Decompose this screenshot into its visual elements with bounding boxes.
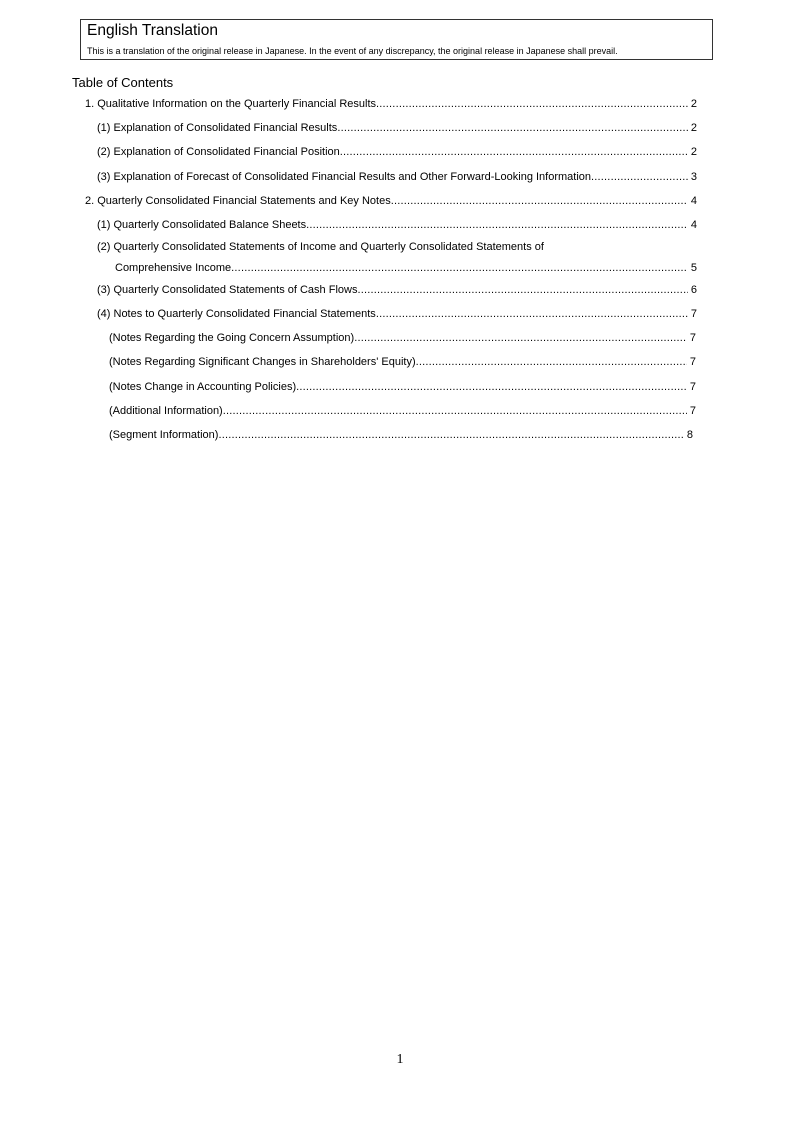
toc-entry[interactable] [97, 121, 697, 135]
toc-entry[interactable] [115, 261, 697, 275]
toc-entry-label: (Additional Information) [109, 405, 223, 417]
toc-entry-page: 7 [689, 332, 696, 344]
toc-entry[interactable] [97, 170, 697, 184]
toc-entry[interactable] [85, 97, 697, 111]
toc-entry[interactable] [109, 404, 696, 418]
toc-entry-label: 2. Quarterly Consolidated Financial Statements and Key Notes [85, 195, 391, 207]
toc-title: Table of Contents [72, 75, 174, 90]
toc-entry-label: (1) Quarterly Consolidated Balance Sheets [97, 219, 307, 231]
toc-entry-page: 7 [689, 405, 696, 417]
toc-entry[interactable] [109, 380, 696, 394]
toc-entry-label: (3) Explanation of Forecast of Consolidated Financial Results and Other Forward-Looking Information [97, 171, 592, 183]
toc-entry[interactable] [109, 331, 696, 345]
toc-entry-page: 4 [690, 195, 697, 207]
toc-entry-label: (Segment Information) [109, 429, 219, 441]
toc-entry-page: 7 [690, 308, 697, 320]
toc-entry-page: 6 [690, 284, 697, 296]
toc-entry-label: (3) Quarterly Consolidated Statements of Cash Flows [97, 284, 358, 296]
toc-entry[interactable] [109, 428, 693, 442]
toc-entry-label: (2) Explanation of Consolidated Financial Position [97, 146, 340, 158]
toc-entry-label: (4) Notes to Quarterly Consolidated Financial Statements [97, 308, 376, 320]
toc-entry[interactable] [97, 145, 697, 159]
toc-entry-page: 4 [690, 219, 697, 231]
toc-entry[interactable] [97, 283, 697, 297]
toc-entry-page: 2 [690, 146, 697, 158]
toc-entry[interactable] [109, 355, 696, 369]
banner-note: This is a translation of the original release in Japanese. In the event of any discrepancy, the original release in Japanese shall prevail. [87, 46, 618, 56]
toc-entry-page: 7 [689, 356, 696, 368]
toc-entry-label[interactable]: (2) Quarterly Consolidated Statements of Income and Quarterly Consolidated Statements of [97, 241, 544, 253]
toc-entry-label-cont: Comprehensive Income [115, 262, 232, 274]
toc-entry-page: 8 [686, 429, 693, 441]
toc-entry-label: (Notes Change in Accounting Policies) [109, 381, 297, 393]
toc-entry-page: 2 [690, 122, 697, 134]
toc-entry-page: 3 [690, 171, 697, 183]
toc-entry-label: (1) Explanation of Consolidated Financial Results [97, 122, 338, 134]
toc-entry-label: 1. Qualitative Information on the Quarterly Financial Results [85, 98, 377, 110]
toc-entry-page: 2 [690, 98, 697, 110]
toc-entry-page: 5 [690, 262, 697, 274]
translation-banner [80, 19, 713, 60]
banner-title: English Translation [87, 22, 218, 39]
toc-entry-label: (Notes Regarding Significant Changes in Shareholders' Equity) [109, 356, 416, 368]
toc-entry-label: (Notes Regarding the Going Concern Assumption) [109, 332, 355, 344]
toc-entry-page: 7 [689, 381, 696, 393]
toc-entry[interactable] [97, 307, 697, 321]
toc-entry[interactable] [97, 218, 697, 232]
toc-entry[interactable] [85, 194, 697, 208]
page-number: 1 [396, 1052, 404, 1067]
